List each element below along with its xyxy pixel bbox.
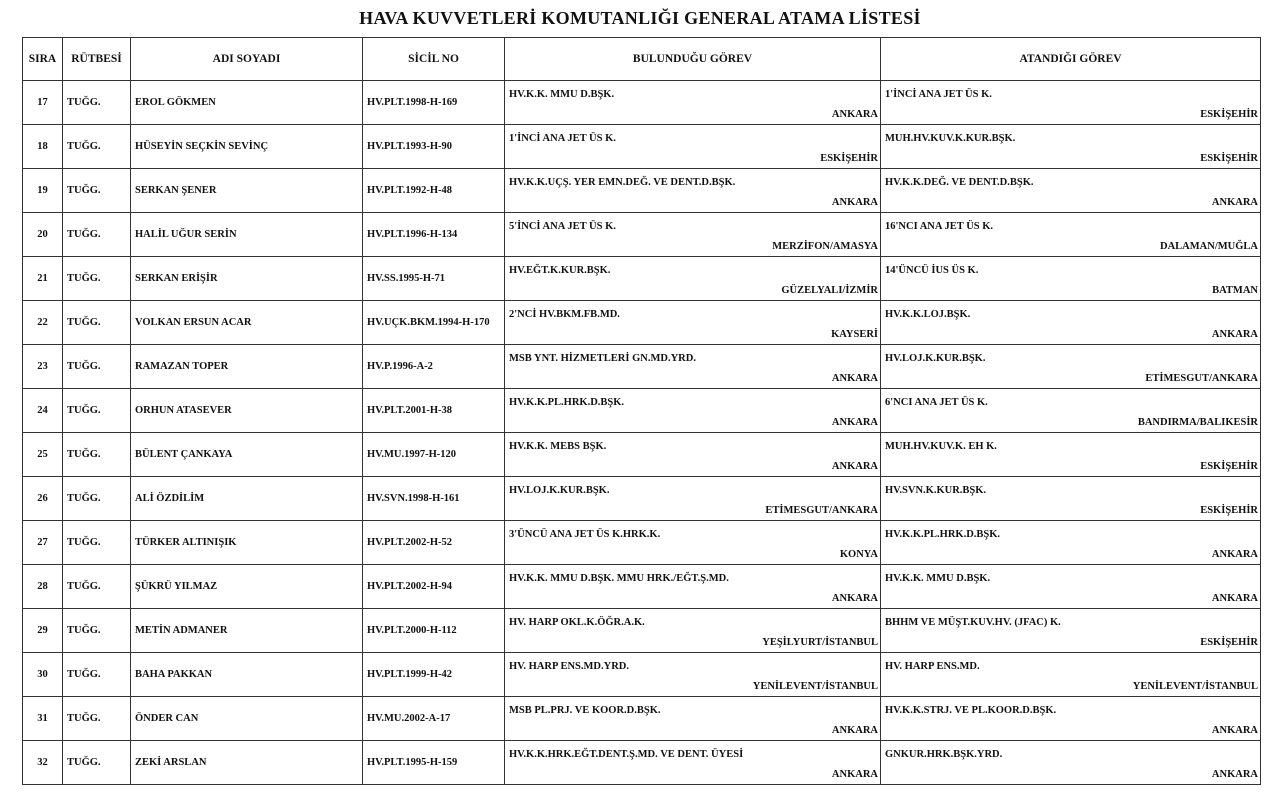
atandigi-yer-text: DALAMAN/MUĞLA bbox=[1160, 241, 1258, 253]
atandigi-gorev-text: HV.K.K.DEĞ. VE DENT.D.BŞK. bbox=[885, 177, 1034, 188]
cell-sicil-no: HV.SS.1995-H-71 bbox=[363, 257, 505, 301]
cell-sira: 27 bbox=[23, 521, 63, 565]
atandigi-gorev-text: MUH.HV.KUV.K. EH K. bbox=[885, 441, 997, 452]
cell-adi-soyadi: BAHA PAKKAN bbox=[131, 653, 363, 697]
bulundugu-gorev-text: 1'İNCİ ANA JET ÜS K. bbox=[509, 133, 616, 144]
atandigi-gorev-text: 1'İNCİ ANA JET ÜS K. bbox=[885, 89, 992, 100]
bulundugu-gorev-text: 5'İNCİ ANA JET ÜS K. bbox=[509, 221, 616, 232]
bulundugu-gorev-text: HV.K.K. MMU D.BŞK. bbox=[509, 89, 615, 100]
bulundugu-yer-text: ESKİŞEHİR bbox=[820, 153, 878, 165]
header-bulundugu-gorev: BULUNDUĞU GÖREV bbox=[505, 38, 881, 81]
bulundugu-yer-text: YEŞİLYURT/İSTANBUL bbox=[762, 637, 878, 649]
cell-rutbe: TUĞG. bbox=[63, 213, 131, 257]
cell-rutbe: TUĞG. bbox=[63, 741, 131, 785]
cell-bulundugu-gorev bbox=[505, 433, 881, 477]
cell-sicil-no: HV.PLT.2001-H-38 bbox=[363, 389, 505, 433]
cell-atandigi-gorev bbox=[881, 125, 1261, 169]
cell-rutbe: TUĞG. bbox=[63, 169, 131, 213]
cell-rutbe: TUĞG. bbox=[63, 125, 131, 169]
cell-bulundugu-gorev bbox=[505, 741, 881, 785]
document-title: HAVA KUVVETLERİ KOMUTANLIĞI GENERAL ATAMA LİSTESİ bbox=[359, 8, 921, 28]
bulundugu-gorev-text: HV. HARP OKL.K.ÖĞR.A.K. bbox=[509, 617, 645, 628]
cell-sira: 19 bbox=[23, 169, 63, 213]
bulundugu-yer-text: ANKARA bbox=[831, 461, 878, 473]
cell-adi-soyadi: SERKAN ŞENER bbox=[131, 169, 363, 213]
table-row bbox=[23, 741, 1261, 785]
atandigi-gorev-text: HV.K.K.LOJ.BŞK. bbox=[885, 309, 971, 320]
bulundugu-gorev-text: HV.K.K.PL.HRK.D.BŞK. bbox=[509, 397, 625, 408]
table-row bbox=[23, 521, 1261, 565]
table-row bbox=[23, 565, 1261, 609]
cell-sicil-no: HV.UÇK.BKM.1994-H-170 bbox=[363, 301, 505, 345]
table-row bbox=[23, 389, 1261, 433]
cell-adi-soyadi: TÜRKER ALTINIŞIK bbox=[131, 521, 363, 565]
bulundugu-gorev-text: MSB PL.PRJ. VE KOOR.D.BŞK. bbox=[509, 705, 661, 716]
cell-sira: 28 bbox=[23, 565, 63, 609]
atandigi-gorev-text: HV.K.K. MMU D.BŞK. bbox=[885, 573, 991, 584]
atandigi-yer-text: ESKİŞEHİR bbox=[1200, 505, 1258, 517]
table-row bbox=[23, 345, 1261, 389]
cell-sicil-no: HV.PLT.1992-H-48 bbox=[363, 169, 505, 213]
cell-atandigi-gorev bbox=[881, 697, 1261, 741]
bulundugu-gorev-text: HV.K.K. MEBS BŞK. bbox=[509, 441, 607, 452]
atandigi-yer-text: ESKİŞEHİR bbox=[1200, 637, 1258, 649]
cell-adi-soyadi: EROL GÖKMEN bbox=[131, 81, 363, 125]
bulundugu-yer-text: ETİMESGUT/ANKARA bbox=[765, 505, 878, 517]
bulundugu-yer-text: KONYA bbox=[839, 549, 878, 561]
atandigi-gorev-text: HV. HARP ENS.MD. bbox=[885, 661, 980, 672]
cell-atandigi-gorev bbox=[881, 301, 1261, 345]
atandigi-gorev-text: 6'NCI ANA JET ÜS K. bbox=[885, 397, 988, 408]
cell-adi-soyadi: SERKAN ERİŞİR bbox=[131, 257, 363, 301]
cell-rutbe: TUĞG. bbox=[63, 609, 131, 653]
cell-sicil-no: HV.MU.2002-A-17 bbox=[363, 697, 505, 741]
atandigi-yer-text: BATMAN bbox=[1212, 285, 1258, 297]
table-row bbox=[23, 169, 1261, 213]
bulundugu-gorev-text: HV. HARP ENS.MD.YRD. bbox=[509, 661, 629, 672]
cell-adi-soyadi: HALİL UĞUR SERİN bbox=[131, 213, 363, 257]
cell-atandigi-gorev bbox=[881, 257, 1261, 301]
cell-sira: 25 bbox=[23, 433, 63, 477]
cell-sicil-no: HV.SVN.1998-H-161 bbox=[363, 477, 505, 521]
atandigi-yer-text: ANKARA bbox=[1211, 593, 1258, 605]
bulundugu-yer-text: ANKARA bbox=[831, 197, 878, 209]
cell-sira: 23 bbox=[23, 345, 63, 389]
cell-bulundugu-gorev bbox=[505, 609, 881, 653]
cell-rutbe: TUĞG. bbox=[63, 521, 131, 565]
cell-sira: 31 bbox=[23, 697, 63, 741]
cell-sicil-no: HV.PLT.1995-H-159 bbox=[363, 741, 505, 785]
cell-atandigi-gorev bbox=[881, 433, 1261, 477]
cell-bulundugu-gorev bbox=[505, 301, 881, 345]
cell-bulundugu-gorev bbox=[505, 213, 881, 257]
cell-atandigi-gorev bbox=[881, 213, 1261, 257]
cell-sira: 24 bbox=[23, 389, 63, 433]
cell-sira: 26 bbox=[23, 477, 63, 521]
header-sira: SIRA bbox=[23, 38, 63, 81]
cell-rutbe: TUĞG. bbox=[63, 433, 131, 477]
cell-bulundugu-gorev bbox=[505, 565, 881, 609]
cell-bulundugu-gorev bbox=[505, 653, 881, 697]
cell-atandigi-gorev bbox=[881, 609, 1261, 653]
bulundugu-gorev-text: HV.K.K.HRK.EĞT.DENT.Ş.MD. VE DENT. ÜYESİ bbox=[509, 749, 744, 760]
atandigi-yer-text: ESKİŞEHİR bbox=[1200, 109, 1258, 121]
atandigi-yer-text: ANKARA bbox=[1211, 549, 1258, 561]
bulundugu-yer-text: YENİLEVENT/İSTANBUL bbox=[752, 681, 878, 693]
atandigi-yer-text: ANKARA bbox=[1211, 329, 1258, 341]
cell-sicil-no: HV.MU.1997-H-120 bbox=[363, 433, 505, 477]
cell-rutbe: TUĞG. bbox=[63, 565, 131, 609]
table-body bbox=[23, 81, 1261, 785]
cell-rutbe: TUĞG. bbox=[63, 301, 131, 345]
atandigi-gorev-text: HV.LOJ.K.KUR.BŞK. bbox=[885, 353, 986, 364]
cell-rutbe: TUĞG. bbox=[63, 389, 131, 433]
header-atandigi-gorev: ATANDIĞI GÖREV bbox=[881, 38, 1261, 81]
atandigi-yer-text: ANKARA bbox=[1211, 725, 1258, 737]
bulundugu-yer-text: MERZİFON/AMASYA bbox=[772, 241, 878, 253]
bulundugu-gorev-text: HV.K.K. MMU D.BŞK. MMU HRK./EĞT.Ş.MD. bbox=[509, 573, 729, 584]
cell-adi-soyadi: BÜLENT ÇANKAYA bbox=[131, 433, 363, 477]
cell-sira: 32 bbox=[23, 741, 63, 785]
header-adi-soyadi: ADI SOYADI bbox=[131, 38, 363, 81]
header-sicil-no: SİCİL NO bbox=[363, 38, 505, 81]
cell-bulundugu-gorev bbox=[505, 389, 881, 433]
cell-rutbe: TUĞG. bbox=[63, 81, 131, 125]
cell-adi-soyadi: RAMAZAN TOPER bbox=[131, 345, 363, 389]
bulundugu-gorev-text: 3'ÜNCÜ ANA JET ÜS K.HRK.K. bbox=[509, 529, 661, 540]
bulundugu-yer-text: ANKARA bbox=[831, 417, 878, 429]
bulundugu-gorev-text: MSB YNT. HİZMETLERİ GN.MD.YRD. bbox=[509, 353, 696, 364]
cell-sira: 30 bbox=[23, 653, 63, 697]
cell-atandigi-gorev bbox=[881, 345, 1261, 389]
atandigi-gorev-text: HV.K.K.PL.HRK.D.BŞK. bbox=[885, 529, 1001, 540]
atandigi-yer-text: ESKİŞEHİR bbox=[1200, 153, 1258, 165]
appointment-table bbox=[22, 37, 1261, 785]
cell-rutbe: TUĞG. bbox=[63, 345, 131, 389]
cell-atandigi-gorev bbox=[881, 389, 1261, 433]
atandigi-gorev-text: HV.SVN.K.KUR.BŞK. bbox=[885, 485, 987, 496]
cell-sira: 29 bbox=[23, 609, 63, 653]
cell-sicil-no: HV.PLT.1998-H-169 bbox=[363, 81, 505, 125]
cell-bulundugu-gorev bbox=[505, 697, 881, 741]
atandigi-gorev-text: 16'NCI ANA JET ÜS K. bbox=[885, 221, 994, 232]
cell-bulundugu-gorev bbox=[505, 521, 881, 565]
cell-sira: 17 bbox=[23, 81, 63, 125]
cell-rutbe: TUĞG. bbox=[63, 697, 131, 741]
cell-adi-soyadi: ÖNDER CAN bbox=[131, 697, 363, 741]
table-row bbox=[23, 125, 1261, 169]
atandigi-gorev-text: BHHM VE MÜŞT.KUV.HV. (JFAC) K. bbox=[885, 617, 1061, 628]
bulundugu-yer-text: ANKARA bbox=[831, 593, 878, 605]
table-row bbox=[23, 653, 1261, 697]
cell-adi-soyadi: HÜSEYİN SEÇKİN SEVİNÇ bbox=[131, 125, 363, 169]
cell-atandigi-gorev bbox=[881, 169, 1261, 213]
table-row bbox=[23, 477, 1261, 521]
table-header-row bbox=[23, 38, 1261, 81]
table-row bbox=[23, 301, 1261, 345]
cell-sira: 21 bbox=[23, 257, 63, 301]
table-row bbox=[23, 213, 1261, 257]
cell-bulundugu-gorev bbox=[505, 169, 881, 213]
cell-sicil-no: HV.P.1996-A-2 bbox=[363, 345, 505, 389]
atandigi-yer-text: YENİLEVENT/İSTANBUL bbox=[1132, 681, 1258, 693]
cell-adi-soyadi: ZEKİ ARSLAN bbox=[131, 741, 363, 785]
cell-sira: 18 bbox=[23, 125, 63, 169]
cell-atandigi-gorev bbox=[881, 521, 1261, 565]
table-row bbox=[23, 697, 1261, 741]
atandigi-gorev-text: HV.K.K.STRJ. VE PL.KOOR.D.BŞK. bbox=[885, 705, 1057, 716]
cell-adi-soyadi: ŞÜKRÜ YILMAZ bbox=[131, 565, 363, 609]
cell-sicil-no: HV.PLT.1999-H-42 bbox=[363, 653, 505, 697]
table-row bbox=[23, 81, 1261, 125]
atandigi-gorev-text: GNKUR.HRK.BŞK.YRD. bbox=[885, 749, 1003, 760]
cell-atandigi-gorev bbox=[881, 565, 1261, 609]
table-row bbox=[23, 609, 1261, 653]
atandigi-gorev-text: MUH.HV.KUV.K.KUR.BŞK. bbox=[885, 133, 1016, 144]
cell-sicil-no: HV.PLT.2002-H-94 bbox=[363, 565, 505, 609]
bulundugu-gorev-text: HV.K.K.UÇŞ. YER EMN.DEĞ. VE DENT.D.BŞK. bbox=[509, 177, 736, 188]
cell-rutbe: TUĞG. bbox=[63, 477, 131, 521]
cell-sira: 20 bbox=[23, 213, 63, 257]
atandigi-yer-text: ESKİŞEHİR bbox=[1200, 461, 1258, 473]
cell-adi-soyadi: ALİ ÖZDİLİM bbox=[131, 477, 363, 521]
table-row bbox=[23, 257, 1261, 301]
bulundugu-yer-text: ANKARA bbox=[831, 109, 878, 121]
cell-adi-soyadi: ORHUN ATASEVER bbox=[131, 389, 363, 433]
bulundugu-gorev-text: 2'NCİ HV.BKM.FB.MD. bbox=[509, 309, 620, 320]
atandigi-yer-text: ETİMESGUT/ANKARA bbox=[1145, 373, 1258, 385]
cell-sira: 22 bbox=[23, 301, 63, 345]
atandigi-gorev-text: 14'ÜNCÜ İUS ÜS K. bbox=[885, 265, 979, 276]
cell-atandigi-gorev bbox=[881, 477, 1261, 521]
bulundugu-yer-text: GÜZELYALI/İZMİR bbox=[781, 285, 878, 297]
header-rutbe: RÜTBESİ bbox=[63, 38, 131, 81]
bulundugu-yer-text: ANKARA bbox=[831, 725, 878, 737]
table-row bbox=[23, 433, 1261, 477]
cell-adi-soyadi: METİN ADMANER bbox=[131, 609, 363, 653]
atandigi-yer-text: ANKARA bbox=[1211, 197, 1258, 209]
cell-sicil-no: HV.PLT.2002-H-52 bbox=[363, 521, 505, 565]
cell-adi-soyadi: VOLKAN ERSUN ACAR bbox=[131, 301, 363, 345]
cell-sicil-no: HV.PLT.2000-H-112 bbox=[363, 609, 505, 653]
bulundugu-yer-text: ANKARA bbox=[831, 769, 878, 781]
cell-bulundugu-gorev bbox=[505, 125, 881, 169]
bulundugu-gorev-text: HV.LOJ.K.KUR.BŞK. bbox=[509, 485, 610, 496]
cell-atandigi-gorev bbox=[881, 741, 1261, 785]
bulundugu-yer-text: ANKARA bbox=[831, 373, 878, 385]
cell-sicil-no: HV.PLT.1996-H-134 bbox=[363, 213, 505, 257]
cell-rutbe: TUĞG. bbox=[63, 257, 131, 301]
atandigi-yer-text: ANKARA bbox=[1211, 769, 1258, 781]
cell-atandigi-gorev bbox=[881, 653, 1261, 697]
bulundugu-gorev-text: HV.EĞT.K.KUR.BŞK. bbox=[509, 265, 611, 276]
cell-rutbe: TUĞG. bbox=[63, 653, 131, 697]
cell-sicil-no: HV.PLT.1993-H-90 bbox=[363, 125, 505, 169]
cell-bulundugu-gorev bbox=[505, 81, 881, 125]
cell-atandigi-gorev bbox=[881, 81, 1261, 125]
bulundugu-yer-text: KAYSERİ bbox=[831, 329, 878, 341]
cell-bulundugu-gorev bbox=[505, 477, 881, 521]
cell-bulundugu-gorev bbox=[505, 345, 881, 389]
atandigi-yer-text: BANDIRMA/BALIKESİR bbox=[1137, 417, 1258, 429]
cell-bulundugu-gorev bbox=[505, 257, 881, 301]
